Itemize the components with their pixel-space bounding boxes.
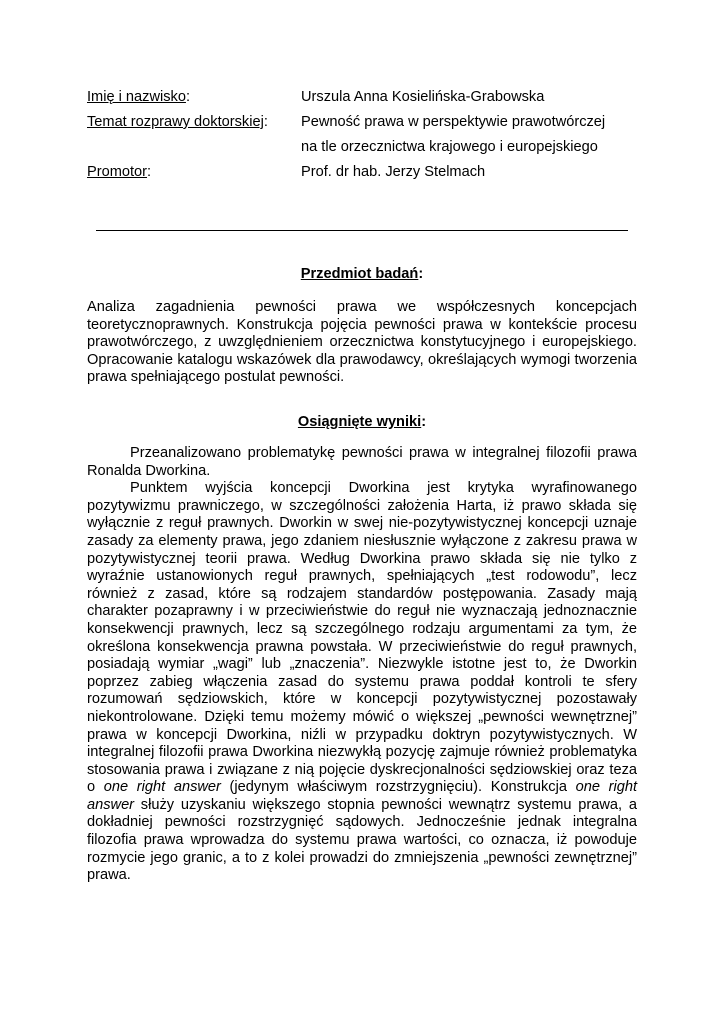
- name-row: Imię i nazwisko: Urszula Anna Kosielińska-Grabowska: [87, 85, 647, 110]
- topic-line-1: Pewność prawa w perspektywie prawotwórczej: [301, 114, 606, 130]
- metadata-block: [87, 85, 647, 185]
- topic-label: Temat rozprawy doktorskiej: [87, 114, 264, 130]
- results-paragraph-2: Punktem wyjścia koncepcji Dworkina jest krytyka wyrafinowanego pozytywizmu prawniczego, w szczególności założenia Harta, iż prawo składa się wyłącznie z reguł prawnych. Dworkin w swej nie-pozytywistycznej koncepcji uznaje zasady za elementy prawa, jego zdaniem niesłusznie wyłączone z zakresu prawa w pozytywistycznej teorii prawa. Według Dworkina prawo składa się nie tylko z wyraźnie ustanowionych reguł prawnych, spełniających „test rodowodu”, lecz również z zasad, które są rodzajem standardów postępowania. Zasady mają charakter pozaprawny i w przeciwieństwie do reguł nie wyznaczają jednoznacznie konsekwencji prawnych, lecz są szczególnego rodzaju argumentami za tym, że określona konsekwencja prawna powstała. W przeciwieństwie do reguł prawnych, posiadają wymiar „wagi” lub „znaczenia”. Niezwykle istotne jest to, że Dworkin poprzez zabieg włączenia zasad do systemu prawa poddał kontroli te sfery rozumowań sędziowskich, które w koncepcji pozytywistycznej pozostawały niekontrolowane. Dzięki temu możemy mówić o większej „pewności wewnętrznej” prawa w koncepcji Dworkina, niźli w przypadku doktryn pozytywistycznych. W integralnej filozofii prawa Dworkina niezwykłą pozycję zajmuje również problematyka stosowania prawa i związane z nią pojęcie dyskrecjonalności sędziowskiej oraz teza o one right answer (jedynym właściwym rozstrzygnięciu). Konstrukcja one right answer służy uzyskaniu większego stopnia pewności wewnątrz systemu prawa, a dokładniej pewności rozstrzygnięć sądowych. Jednocześnie jednak integralna filozofia prawa wprowadza do systemu prawa wartości, co oznacza, iż powoduje rozmycie jego granic, a to z kolei prowadzi do zmniejszenia „pewności zewnętrznej” prawa.: [87, 480, 638, 884]
- emphasis-one-right-answer: one right answer: [103, 779, 221, 796]
- subject-text: [87, 299, 637, 387]
- promoter-row: Promotor: Prof. dr hab. Jerzy Stelmach: [87, 160, 647, 185]
- name-value: Urszula Anna Kosielińska-Grabowska: [301, 89, 545, 105]
- emphasis-one-right-answer-2: one right answer: [87, 779, 638, 813]
- subject-paragraph: Analiza zagadnienia pewności prawa we współczesnych koncepcjach teoretycznoprawnych. Konstrukcja pojęcia pewności prawa w kontekście procesu prawotwórczego, z uwzględnieniem orzecznictwa konstytucyjnego i europejskiego. Opracowanie katalogu wskazówek dla prawodawcy, określających wymogi tworzenia prawa spełniającego postulat pewności.: [87, 299, 637, 386]
- promoter-value: Prof. dr hab. Jerzy Stelmach: [301, 164, 486, 180]
- subject-heading: Przedmiot badań:: [300, 266, 424, 282]
- horizontal-divider: [96, 230, 628, 231]
- promoter-label: Promotor: [87, 164, 148, 180]
- results-heading: Osiągnięte wyniki:: [297, 414, 427, 430]
- topic-line-2: na tle orzecznictwa krajowego i europejskiego: [301, 139, 598, 155]
- topic-row: Temat rozprawy doktorskiej: Pewność prawa w perspektywie prawotwórczej na tle orzecznictwa krajowego i europejskiego: [87, 110, 647, 160]
- results-text: [87, 445, 637, 885]
- results-paragraph-1: Przeanalizowano problematykę pewności prawa w integralnej filozofii prawa Ronalda Dworkina.: [87, 445, 637, 479]
- name-label: Imię i nazwisko: [87, 89, 186, 105]
